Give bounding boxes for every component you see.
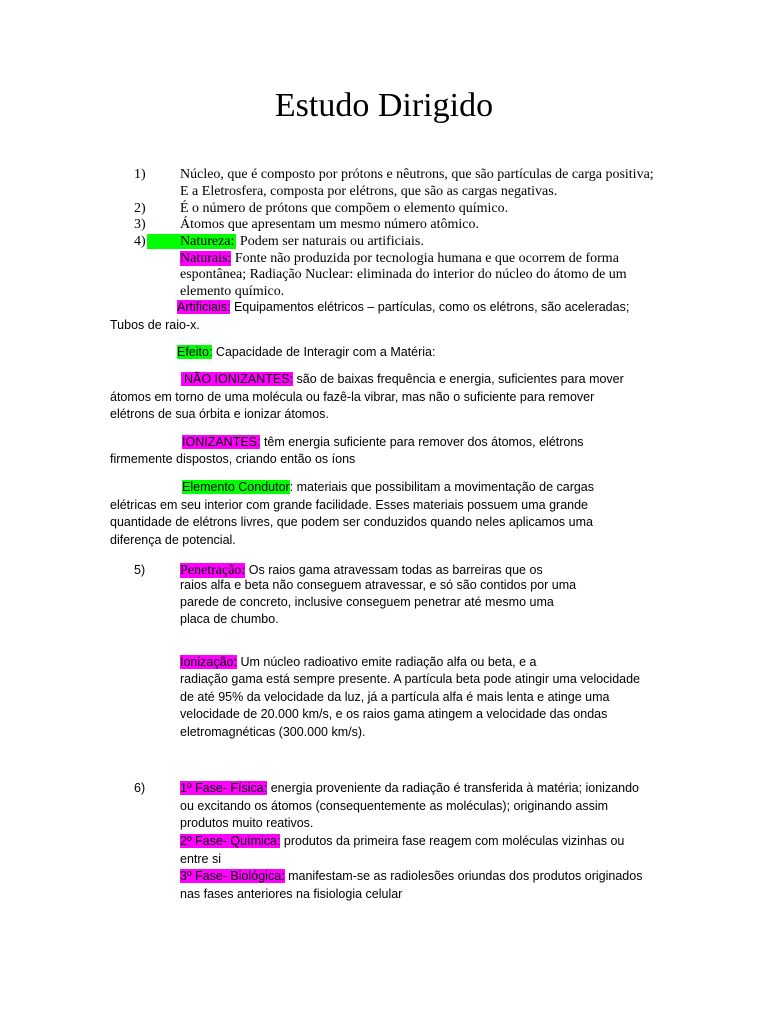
nao-ionizantes-line-3: elétrons de sua órbita e ionizar átomos. xyxy=(110,407,329,421)
item-5-number: 5) xyxy=(134,563,146,577)
fase2-line-2: entre si xyxy=(180,852,221,866)
condutor-text: : materiais que possibilitam a movimentação de cargas xyxy=(289,480,595,494)
ionizacao-line-1 xyxy=(180,654,536,671)
fase1-line-2: ou excitando os átomos (consequentemente as moléculas); originando assim xyxy=(180,799,609,813)
penetracao-label: Penetração: xyxy=(180,563,246,578)
item-3-number: 3) xyxy=(134,217,146,232)
penetracao-line-3: parede de concreto, inclusive conseguem penetrar até mesmo uma xyxy=(180,595,554,609)
naturais-label: Naturais: xyxy=(180,251,232,266)
item-1-line-2: E a Eletrosfera, composta por elétrons, que são as cargas negativas. xyxy=(180,184,558,199)
artificiais-line-1 xyxy=(177,299,629,316)
efeito-line xyxy=(177,344,435,361)
ionizantes-label: IONIZANTES: xyxy=(182,435,261,449)
nao-ionizantes-text: são de baixas frequência e energia, suficientes para mover xyxy=(293,372,624,386)
ionizantes-line-2: firmemente dispostos, criando então os íons xyxy=(110,452,356,466)
penetracao-line-2: raios alfa e beta não conseguem atravessar, e só são contidos por uma xyxy=(180,578,577,592)
ionizacao-line-3: de até 95% da velocidade da luz, já a partícula alfa é mais lenta e atinge uma xyxy=(180,690,610,704)
penetracao-text: Os raios gama atravessam todas as barreiras que os xyxy=(245,563,543,577)
item-6-number: 6) xyxy=(134,781,146,795)
fase3-label: 3º Fase- Biológica: xyxy=(180,869,285,883)
item-1-line-1: Núcleo, que é composto por prótons e nêutrons, que são partículas de carga positiva; xyxy=(180,167,654,182)
ionizantes-line-1 xyxy=(182,434,584,451)
item-3-text: Átomos que apresentam um mesmo número atômico. xyxy=(180,217,479,232)
naturais-line-1 xyxy=(180,250,619,267)
efeito-text: Capacidade de Interagir com a Matéria: xyxy=(212,345,436,359)
fase3-line-1 xyxy=(180,868,642,885)
nao-ionizantes-line-1 xyxy=(181,371,624,388)
penetracao-line-4: placa de chumbo. xyxy=(180,612,279,626)
fase2-label: 2º Fase- Química: xyxy=(180,834,281,848)
item-4-number: 4) xyxy=(134,234,146,249)
condutor-line-4: diferença de potencial. xyxy=(110,533,236,547)
naturais-text: Fonte não produzida por tecnologia humana e que ocorrem de forma xyxy=(231,251,619,266)
fase1-label: 1º Fase- Física: xyxy=(180,781,268,795)
condutor-line-3: quantidade de elétrons livres, que podem ser conduzidos quando neles aplicamos uma xyxy=(110,515,593,529)
natureza-line xyxy=(147,233,424,250)
page-title: Estudo Dirigido xyxy=(274,87,494,124)
natureza-label: Natureza: xyxy=(147,234,236,249)
item-1-number: 1) xyxy=(134,167,146,182)
nao-ionizantes-label: NÃO IONIZANTES: xyxy=(181,372,293,386)
ionizantes-text: têm energia suficiente para remover dos átomos, elétrons xyxy=(260,435,584,449)
fase1-line-3: produtos muito reativos. xyxy=(180,816,314,830)
ionizacao-line-2: radiação gama está sempre presente. A partícula beta pode atingir uma velocidade xyxy=(180,672,641,686)
ionizacao-line-4: velocidade de 20.000 km/s, e os raios gama atingem a velocidade das ondas xyxy=(180,707,608,721)
artificiais-line-2: Tubos de raio-x. xyxy=(110,318,200,332)
naturais-line-3: elemento químico. xyxy=(180,284,285,299)
natureza-text: Podem ser naturais ou artificiais. xyxy=(236,234,424,249)
fase1-text: energia proveniente da radiação é transferida à matéria; ionizando xyxy=(267,781,639,795)
ionizacao-label: Ionização: xyxy=(180,655,237,669)
condutor-label: Elemento Condutor xyxy=(182,480,290,494)
nao-ionizantes-line-2: átomos em torno de uma molécula ou fazê-la vibrar, mas não o suficiente para remover xyxy=(110,390,595,404)
artificiais-label: Artificiais: xyxy=(177,300,231,314)
efeito-label: Efeito: xyxy=(177,345,213,359)
item-2-text: É o número de prótons que compõem o elemento químico. xyxy=(180,201,509,216)
condutor-line-2: elétricas em seu interior com grande facilidade. Esses materiais possuem uma grande xyxy=(110,498,589,512)
ionizacao-text: Um núcleo radioativo emite radiação alfa ou beta, e a xyxy=(236,655,537,669)
fase2-text: produtos da primeira fase reagem com moléculas vizinhas ou xyxy=(280,834,625,848)
fase3-text: manifestam-se as radiolesões oriundas dos produtos originados xyxy=(284,869,643,883)
condutor-line-1 xyxy=(182,479,594,496)
artificiais-text: Equipamentos elétricos – partículas, como os elétrons, são aceleradas; xyxy=(230,300,630,314)
fase3-line-2: nas fases anteriores na fisiologia celular xyxy=(180,887,403,901)
fase1-line-1 xyxy=(180,780,639,797)
ionizacao-line-5: eletromagnéticas (300.000 km/s). xyxy=(180,725,366,739)
naturais-line-2: espontânea; Radiação Nuclear: eliminada do interior do núcleo do átomo de um xyxy=(180,267,627,282)
item-2-number: 2) xyxy=(134,201,146,216)
fase2-line-1 xyxy=(180,833,624,850)
